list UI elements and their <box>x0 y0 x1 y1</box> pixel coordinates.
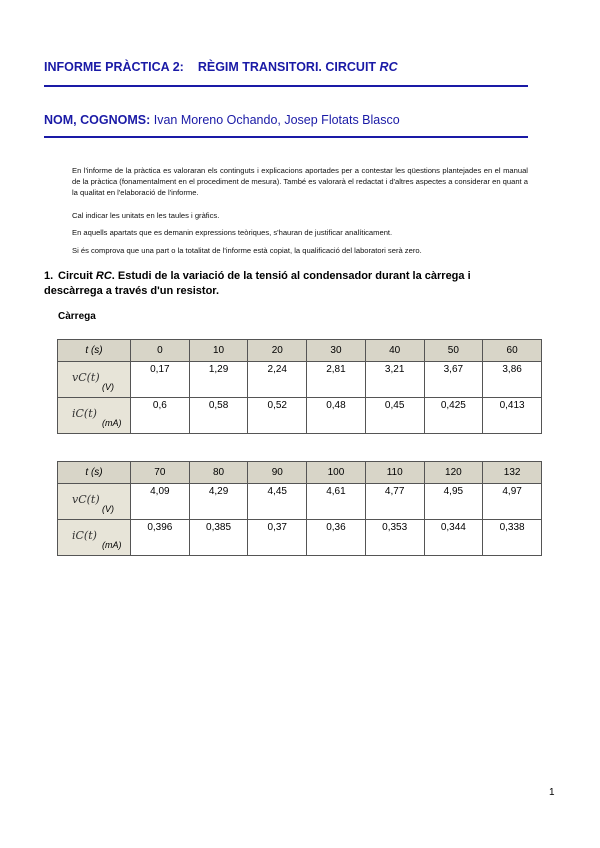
time-cell: 70 <box>131 462 190 484</box>
time-cell: 40 <box>365 340 424 362</box>
time-cell: 0 <box>131 340 190 362</box>
time-cell: 50 <box>424 340 483 362</box>
voltage-cell: 4,09 <box>131 484 190 520</box>
voltage-row <box>58 484 542 520</box>
voltage-symbol: vC(t) <box>72 371 100 384</box>
voltage-unit: (V) <box>102 382 114 392</box>
voltage-cell: 4,61 <box>307 484 366 520</box>
time-cell: 110 <box>365 462 424 484</box>
report-title <box>44 60 398 74</box>
voltage-symbol: vC(t) <box>72 493 100 506</box>
current-unit: (mA) <box>102 540 122 550</box>
time-cell: 100 <box>307 462 366 484</box>
voltage-cell: 2,81 <box>307 362 366 398</box>
section-title-a: Circuit <box>58 270 96 282</box>
time-row <box>58 340 542 362</box>
time-cell: 132 <box>483 462 542 484</box>
time-cell: 10 <box>189 340 248 362</box>
time-cell: 120 <box>424 462 483 484</box>
voltage-cell: 2,24 <box>248 362 307 398</box>
time-cell: 20 <box>248 340 307 362</box>
current-label <box>58 520 131 556</box>
name-label: NOM, COGNOMS: <box>44 113 151 127</box>
current-cell: 0,385 <box>189 520 248 556</box>
current-cell: 0,425 <box>424 398 483 434</box>
author-line <box>44 113 400 127</box>
name-value: Ivan Moreno Ochando, Josep Flotats Blasco <box>150 113 400 127</box>
section-title-c: . Estudi de la variació de la tensió al condensador durant la càrrega i descàrrega a través d'un resistor. <box>44 270 471 297</box>
title-practice: INFORME PRÀCTICA 2: <box>44 60 184 74</box>
time-row <box>58 462 542 484</box>
current-cell: 0,36 <box>307 520 366 556</box>
voltage-cell: 4,29 <box>189 484 248 520</box>
current-cell: 0,344 <box>424 520 483 556</box>
voltage-cell: 4,45 <box>248 484 307 520</box>
time-cell: 60 <box>483 340 542 362</box>
current-cell: 0,52 <box>248 398 307 434</box>
current-cell: 0,6 <box>131 398 190 434</box>
current-unit: (mA) <box>102 418 122 428</box>
name-divider <box>44 136 528 138</box>
title-circuit: RC <box>379 60 398 74</box>
time-cell: 90 <box>248 462 307 484</box>
voltage-cell: 3,21 <box>365 362 424 398</box>
current-cell: 0,45 <box>365 398 424 434</box>
current-cell: 0,396 <box>131 520 190 556</box>
current-row <box>58 398 542 434</box>
title-topic: RÈGIM TRANSITORI. CIRCUIT <box>197 60 380 74</box>
current-row <box>58 520 542 556</box>
intro-paragraph-3: En aquells apartats que es demanin expressions teòriques, s'hauran de justificar analíticament. <box>72 228 393 237</box>
time-cell: 80 <box>189 462 248 484</box>
charge-table-1 <box>57 339 542 434</box>
voltage-cell: 3,67 <box>424 362 483 398</box>
current-symbol: iC(t) <box>72 529 97 542</box>
time-header: t (s) <box>58 340 131 362</box>
time-cell: 30 <box>307 340 366 362</box>
section-heading <box>44 269 530 299</box>
current-symbol: iC(t) <box>72 407 97 420</box>
current-cell: 0,413 <box>483 398 542 434</box>
page-number: 1 <box>549 787 555 798</box>
current-cell: 0,58 <box>189 398 248 434</box>
current-cell: 0,37 <box>248 520 307 556</box>
voltage-cell: 0,17 <box>131 362 190 398</box>
voltage-cell: 4,97 <box>483 484 542 520</box>
current-label <box>58 398 131 434</box>
intro-paragraph-4: Si és comprova que una part o la totalitat de l'informe està copiat, la qualificació del laboratori serà zero. <box>72 246 422 255</box>
voltage-row <box>58 362 542 398</box>
voltage-cell: 4,77 <box>365 484 424 520</box>
intro-paragraph-1: En l'informe de la pràctica es valoraran els continguts i explicacions aportades per a contestar les qüestions plantejades en el manual de la pràctica (fonamentalment en el procediment de mesura). També es valorarà el redactat i d'altres aspectes a considerar en quant a la qualitat en l'elaboració de l'informe. <box>72 166 528 197</box>
voltage-unit: (V) <box>102 504 114 514</box>
section-number: 1. <box>44 270 54 282</box>
voltage-cell: 3,86 <box>483 362 542 398</box>
current-cell: 0,338 <box>483 520 542 556</box>
voltage-cell: 4,95 <box>424 484 483 520</box>
current-cell: 0,353 <box>365 520 424 556</box>
voltage-label <box>58 362 131 398</box>
section-title-rc: RC <box>95 270 112 282</box>
charge-table-2 <box>57 461 542 556</box>
intro-paragraph-2: Cal indicar les unitats en les taules i gràfics. <box>72 211 220 220</box>
current-cell: 0,48 <box>307 398 366 434</box>
charge-subtitle: Càrrega <box>58 311 96 322</box>
voltage-label <box>58 484 131 520</box>
title-divider <box>44 85 528 87</box>
time-header: t (s) <box>58 462 131 484</box>
voltage-cell: 1,29 <box>189 362 248 398</box>
